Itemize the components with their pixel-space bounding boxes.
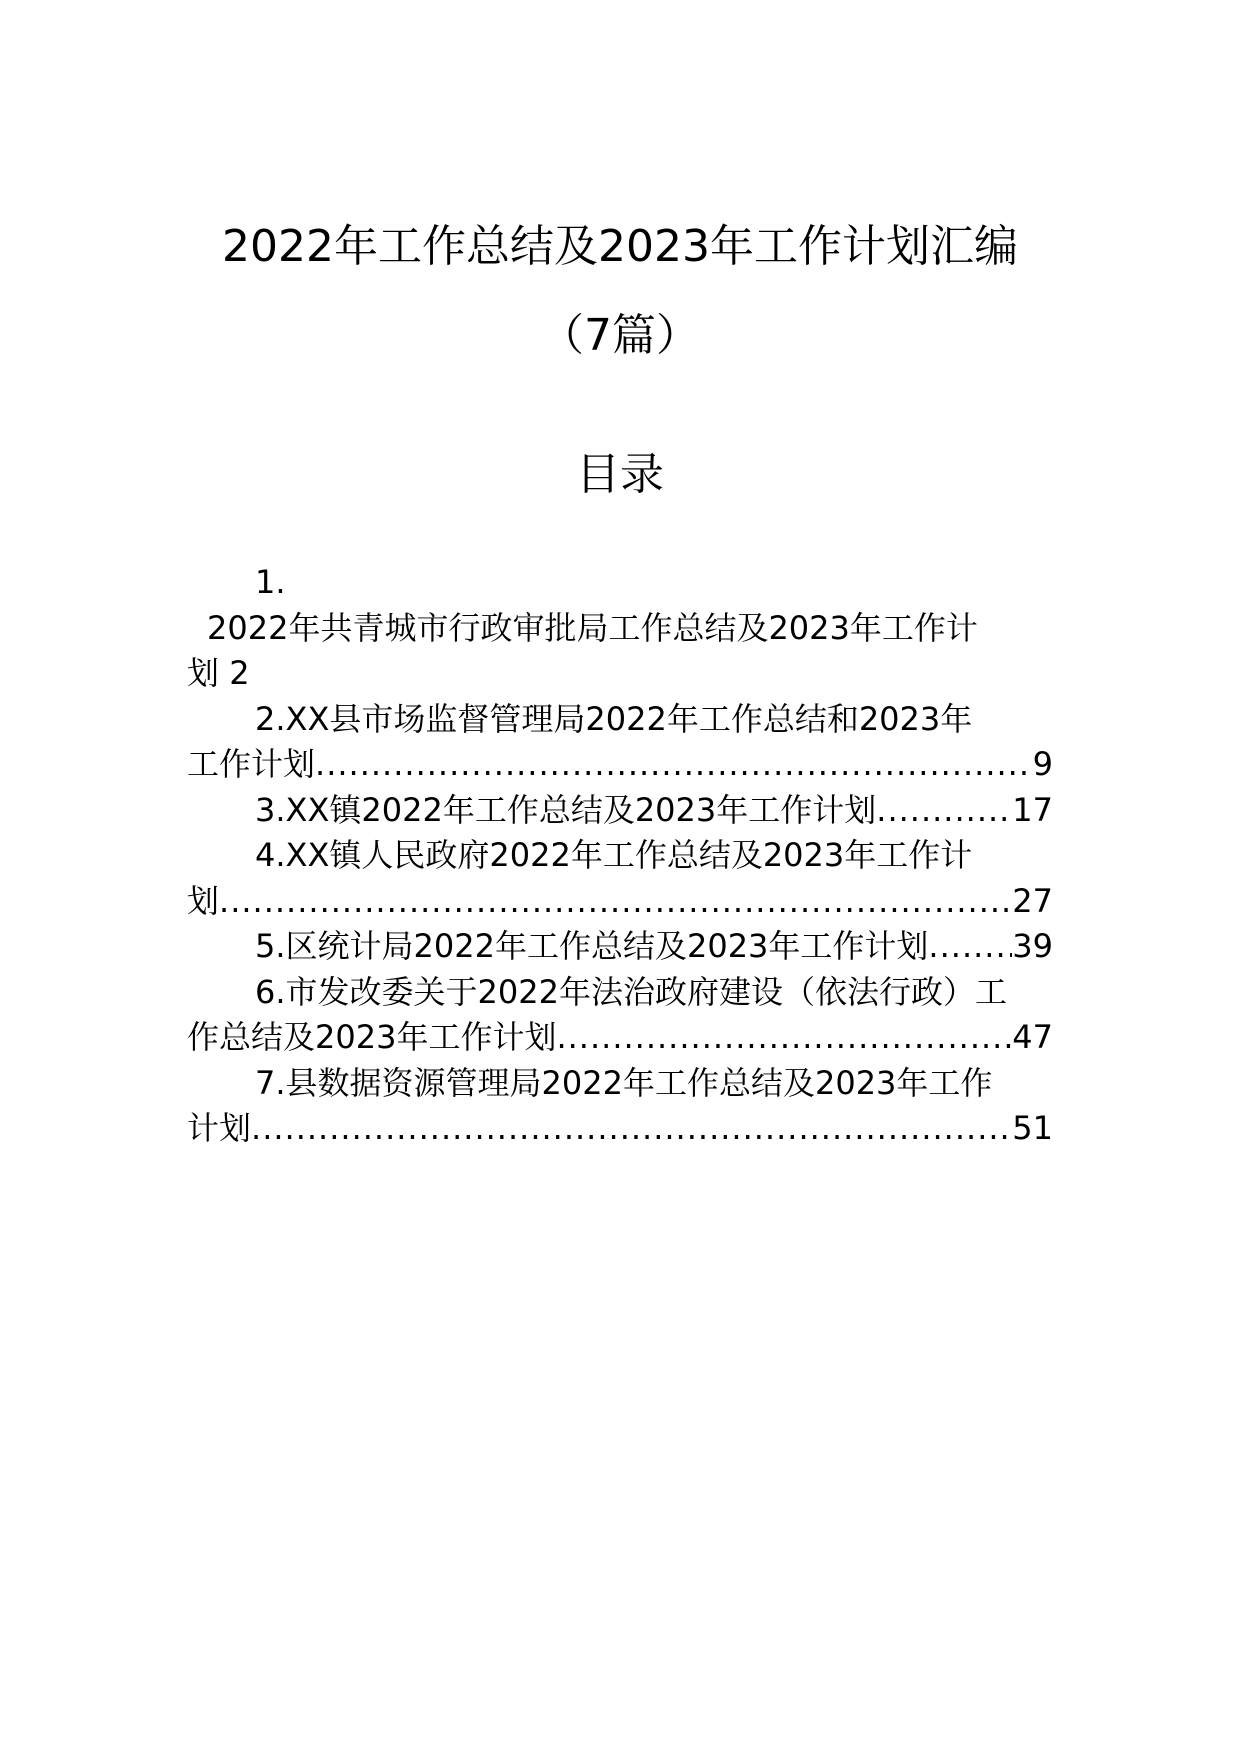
toc-entry-2-title-end: 工作计划 <box>187 745 316 783</box>
toc-entry-6[interactable] <box>187 970 1053 1061</box>
toc-entry-2-page: 9 <box>1032 745 1053 783</box>
toc-entry-5[interactable] <box>187 924 1053 970</box>
document-subtitle: （7篇） <box>540 310 700 361</box>
toc-entry-6-title-end: 作总结及2023年工作计划 <box>187 1018 557 1056</box>
toc-entry-3-page: 17 <box>1012 790 1053 829</box>
toc-leader-dots <box>876 788 1012 834</box>
toc-entry-6-title: 6.市发改委关于2022年法治政府建设（依法行政）工 <box>255 972 1007 1011</box>
document-title: 2022年工作总结及2023年工作计划汇编 <box>222 221 1018 272</box>
toc-leader-dots <box>556 1015 1012 1061</box>
toc-entry-7-title: 7.县数据资源管理局2022年工作总结及2023年工作 <box>255 1063 993 1102</box>
toc-leader-dots <box>219 879 1012 925</box>
toc-leader-dots <box>928 924 1012 970</box>
toc-entry-7[interactable] <box>187 1061 1053 1152</box>
toc-entry-4-title-end: 划 <box>187 881 220 920</box>
toc-entry-1-label: 1. <box>255 563 286 601</box>
toc-leader-dots <box>315 742 1033 788</box>
toc-entry-3-title: 3.XX镇2022年工作总结及2023年工作计划 <box>255 790 877 829</box>
toc-entry-7-title-end: 计划 <box>187 1109 252 1147</box>
toc-entry-1-title-end: 划 <box>187 654 220 692</box>
toc-entry-5-page: 39 <box>1012 927 1053 965</box>
toc-entry-4-title: 4.XX镇人民政府2022年工作总结及2023年工作计 <box>255 836 973 874</box>
toc-entry-1-title: 2022年共青城市行政审批局工作总结及2023年工作计 <box>207 608 978 647</box>
toc-entry-1[interactable] <box>187 560 1053 697</box>
toc-entry-2[interactable] <box>187 697 1053 788</box>
toc-entry-3[interactable] <box>187 788 1053 834</box>
toc-heading: 目录 <box>576 449 664 500</box>
toc-entry-2-title: 2.XX县市场监督管理局2022年工作总结和2023年 <box>255 699 973 738</box>
toc-entry-1-page: 2 <box>229 654 250 692</box>
toc-entry-4[interactable] <box>187 833 1053 924</box>
table-of-contents <box>187 560 1053 1152</box>
toc-entry-5-title: 5.区统计局2022年工作总结及2023年工作计划 <box>255 927 929 965</box>
toc-entry-6-page: 47 <box>1012 1018 1053 1056</box>
toc-entry-7-page: 51 <box>1012 1109 1053 1147</box>
toc-entry-4-page: 27 <box>1012 881 1053 920</box>
toc-leader-dots <box>251 1106 1012 1152</box>
